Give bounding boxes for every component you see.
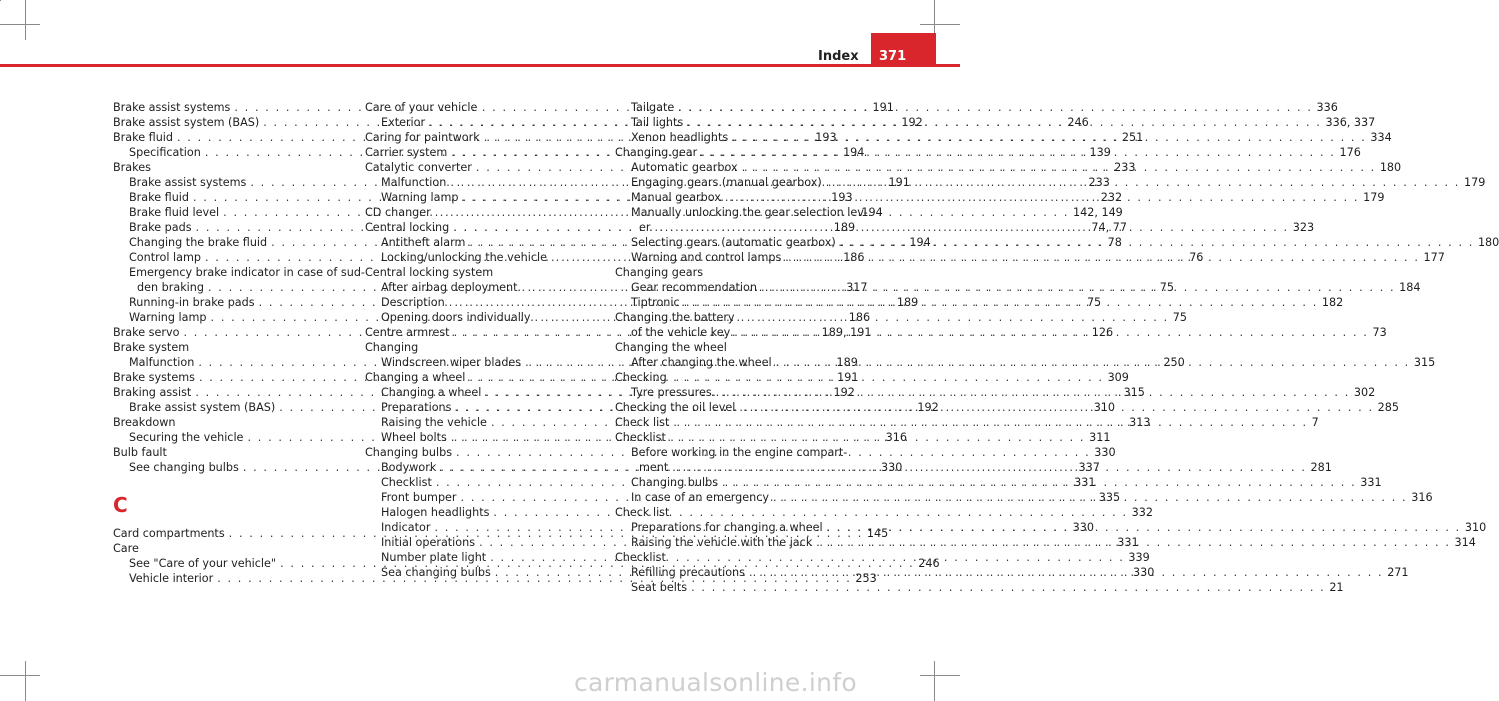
dot-leader [781,250,1419,265]
index-entry-page: 186 [843,251,865,264]
index-entry-term: Antitheft alarm [381,236,466,249]
index-entry-term: Refilling precautions [631,566,745,579]
index-entry-term: Raising the vehicle with the jack [631,536,813,549]
dot-leader [822,175,1460,190]
index-heading: Changing the wheel [615,341,727,354]
index-entry-term: Xenon headlights [631,131,729,144]
index-entry-term: Brake assist system (BAS) [113,116,260,129]
index-entry-page: 281 [1310,461,1332,474]
index-entry-term: Manual gearbox [631,191,721,204]
index-entry-page: 315 [1123,386,1145,399]
index-entry-page: 189 [836,356,858,369]
index-entry-page: 317 [846,281,868,294]
index-entry-term: Brake fluid [113,131,173,144]
index-entry-page: 21 [1329,581,1344,594]
index-entry-page: 76 [1189,251,1204,264]
index-entry-page: 193 [831,191,853,204]
index-heading: Emergency brake indicator in case of sud- [129,266,365,279]
dot-leader [650,220,1288,235]
index-entry-page: 233 [1088,176,1110,189]
index-entry-term: Tail lights [631,116,684,129]
index-entry [615,580,1344,595]
index-entry-page: 192 [917,401,939,414]
index-entry-page: 177 [1423,251,1445,264]
index-entry-page: 75 [1086,296,1102,309]
index-entry-page: 191 [837,371,859,384]
index-entry-page: 313 [1129,416,1151,429]
index-entry-term: Brake servo [113,326,180,339]
index-entry-term: Brake assist system (BAS) [129,401,276,414]
index-entry-term: Gear recommendation [631,281,757,294]
index-entry-term: Exterior [381,116,426,129]
index-entry-page: 316 [885,431,908,444]
index-entry-page: 194 [909,236,931,249]
index-entry-term: Central locking [365,221,450,234]
index-entry-page: 314 [1454,536,1476,549]
dot-leader [745,565,1383,580]
dot-leader [669,415,1307,430]
crop-mark-bottom-left-v [25,661,26,701]
crop-mark-bottom-left-h [0,675,40,676]
index-entry-page: 310 [1093,401,1116,414]
index-entry-page: 192 [833,386,855,399]
index-entry-term: Changing the brake fluid [129,236,268,249]
index-entry-term: Initial operations [381,536,476,549]
index-entry-term: In case of an emergency [631,491,769,504]
index-entry-term: Changing bulbs [365,446,453,459]
index-entry-page: 331 [1117,536,1139,549]
index-entry-term: Card compartments [113,527,225,540]
index-entry-term: Warning lamp [381,191,459,204]
index-entry-page: 330 [1133,566,1155,579]
index-entry-page: 191 [872,101,894,114]
dot-leader [836,235,1474,250]
index-entry-term: Caring for paintwork [365,131,480,144]
index-entry-term: Opening doors individually [381,311,531,324]
index-entry-term: of the vehicle key [631,326,731,339]
index-entry-page: 334 [1370,131,1392,144]
index-heading: Checking [615,371,667,384]
index-entry-page: 330 [881,461,903,474]
index-letter-heading: C [113,493,128,517]
index-entry-page: 192 [901,116,923,129]
index-entry-term: Tyre pressures [631,386,712,399]
index-entry-term: Warning lamp [129,311,207,324]
index-entry-term: Carrier system [365,146,448,159]
crop-mark [0,0,1,1]
crop-mark-top-left-h [0,24,40,25]
index-entry-page: 189 [896,296,919,309]
index-entry-term: Warning and control lamps [631,251,782,264]
dot-leader [812,535,1450,550]
index-entry-term: After airbag deployment [381,281,518,294]
index-entry-page: 180 [1477,236,1499,249]
index-entry-page: 193 [815,131,837,144]
index-entry-page: 250 [1163,356,1185,369]
index-entry-page: 302 [1353,386,1376,399]
section-title: Index [818,49,859,64]
dot-leader [683,115,1321,130]
index-heading: Checklist [615,551,666,564]
index-entry-term: Preparations [381,401,452,414]
index-entry-page: 189 [833,221,856,234]
index-entry-page: 330 [1094,446,1116,459]
crop-mark-bottom-right-h [920,675,960,676]
index-entry-page: 189, 191 [821,326,872,339]
index-entry-term: Selecting gears (automatic gearbox) [631,236,836,249]
index-heading: Breakdown [113,416,176,429]
index-entry-page: 331 [1074,476,1096,489]
dot-leader [674,100,1312,115]
index-entry-term: Description [381,296,445,309]
index-entry-page: 310 [1464,521,1487,534]
index-entry-page: 315 [1413,356,1436,369]
index-entry-page: 251 [1121,131,1144,144]
dot-leader [730,325,1368,340]
dot-leader [769,490,1407,505]
index-entry-term: Securing the vehicle [129,431,244,444]
index-heading: Care [113,542,139,555]
index-entry-page: 232 [1100,191,1123,204]
index-heading: Care of your vehicle [365,101,478,114]
index-entry-page: 186 [848,311,871,324]
index-entry-page: 335 [1098,491,1121,504]
index-entry-term: Checking the oil level [615,401,736,414]
index-heading: Before working in the engine compart- [631,446,848,459]
index-entry-term: Changing a wheel [381,386,482,399]
index-entry-page: 73 [1372,326,1387,339]
index-entry-page: 145 [866,527,889,540]
crop-mark-bottom-right-v [934,661,935,701]
index-entry-term: Checklist [381,476,432,489]
index-heading: Bulb fault [113,446,167,459]
dot-leader [823,520,1461,535]
index-entry-page: 179 [1363,191,1385,204]
index-entry-term: Brake assist systems [129,176,247,189]
index-heading: Check list [615,506,670,519]
index-entry-term: Brake fluid [129,191,189,204]
index-entry-term: Halogen headlights [381,506,490,519]
dot-leader [757,280,1395,295]
index-entry-term: Control lamp [129,251,201,264]
dot-leader [728,130,1366,145]
index-heading: Manually unlocking the gear selection lev- [631,206,868,219]
index-heading: Central locking system [365,266,494,279]
index-entry-term: Changing bulbs [631,476,719,489]
index-heading: Changing gears [615,266,704,279]
index-heading: Changing the battery [615,311,735,324]
index-entry-page: 323 [1292,221,1315,234]
index-entry-term: Changing a wheel [365,371,466,384]
index-entry-term: Front bumper [381,491,457,504]
index-entry-page: 316 [1411,491,1433,504]
index-entry-page: 246 [1067,116,1089,129]
index-entry-page: 74, 77 [1091,221,1127,234]
dot-leader [738,160,1376,175]
index-entry-term: Windscreen wiper blades [381,356,522,369]
index-entry-term: Tailgate [631,101,675,114]
index-entry-page: 331 [1360,476,1382,489]
index-entry-term: er [639,221,651,234]
index-entry-term: den braking [137,281,204,294]
index-entry-term: Raising the vehicle [381,416,487,429]
index-heading: Changing [365,341,419,354]
dot-leader [772,355,1410,370]
index-entry-page: 78 [1107,236,1122,249]
index-entry-term: Changing gear [615,146,698,159]
index-entry-term: Number plate light [381,551,487,564]
index-entry-page: 179 [1463,176,1486,189]
dot-leader [680,295,1318,310]
index-heading: Checklist [615,431,666,444]
index-entry [615,475,1382,490]
crop-mark-top-left-v [25,0,26,40]
index-entry-term: Seat belts [631,581,688,594]
crop-mark-top-right-h [920,24,960,25]
index-entry-page: 75 [1159,281,1174,294]
dot-leader [687,580,1325,595]
index-entry-term: Running-in brake pads [129,296,255,309]
index-entry-page: 253 [855,572,877,585]
index-heading: Brakes [113,161,151,174]
index-entry-term: Indicator [381,521,431,534]
index-entry-term: Brake assist systems [113,101,231,114]
index-entry-term: ment [639,461,669,474]
dot-leader [735,400,1373,415]
index-entry-term: Malfunction [381,176,447,189]
index-entry-term: See changing bulbs [129,461,239,474]
index-entry-page: 246 [918,557,940,570]
index-entry-term: After changing the wheel [631,356,772,369]
header-rule [0,64,960,67]
index-entry-page: 75 [1172,311,1188,324]
index-entry-term: Preparations for changing a wheel [631,521,823,534]
index-entry-term: Brake systems [113,371,195,384]
index-entry-page: 139 [1089,146,1111,159]
dot-leader [668,460,1306,475]
index-entry-term: Check list [615,416,670,429]
index-entry-page: 271 [1387,566,1409,579]
index-entry-page: 176 [1339,146,1361,159]
index-entry-term: Locking/unlocking the vehicle [381,251,547,264]
index-entry-page: 285 [1377,401,1399,414]
index-entry-page: 336 [1316,101,1338,114]
index-entry-page: 194 [843,146,865,159]
index-entry-page: 184 [1399,281,1421,294]
dot-leader [712,385,1350,400]
index-entry-page: 311 [1089,431,1111,444]
dot-leader [721,190,1359,205]
index-entry-term: Tiptronic [631,296,680,309]
index-entry-term: Bodywork [381,461,437,474]
index-entry-term: Sea changing bulbs [381,566,491,579]
index-entry-page: 7 [1311,416,1319,429]
index-entry-term: Centre armrest [365,326,450,339]
index-entry-term: Specification [129,146,201,159]
index-entry-page: 337 [1078,461,1100,474]
index-entry-page: 194 [861,206,883,219]
index-entry-page: 191 [888,176,910,189]
index-entry-term: Brake pads [129,221,192,234]
index-entry-page: 339 [1128,551,1150,564]
page-number: 371 [879,49,907,64]
dot-leader [697,145,1335,160]
index-entry-term: Wheel bolts [381,431,447,444]
index-heading: Brake system [113,341,190,354]
index-entry-term: Engaging gears (manual gearbox) [631,176,822,189]
index-entry-page: 180 [1379,161,1402,174]
index-entry-term: Catalytic converter [365,161,472,174]
index-entry-term: Braking assist [113,386,192,399]
index-entry-term: Vehicle interior [129,572,214,585]
index-entry-page: 330 [1072,521,1095,534]
index-entry-page: 233 [1114,161,1136,174]
index-entry-term: Brake fluid level [129,206,220,219]
index-entry-term: See "Care of your vehicle" [129,557,277,570]
index-entry-page: 336, 337 [1325,116,1376,129]
dot-leader [718,475,1356,490]
index-entry-page: 332 [1131,506,1153,519]
index-entry-page: 126 [1091,326,1114,339]
watermark: carmanualsonline.info [574,668,857,697]
index-entry-term: Automatic gearbox [631,161,738,174]
index-entry-term: CD changer [365,206,431,219]
index-entry-page: 142, 149 [1072,206,1123,219]
index-entry-page: 309 [1107,371,1129,384]
index-entry-term: Malfunction [129,356,195,369]
index-entry-page: 182 [1321,296,1344,309]
